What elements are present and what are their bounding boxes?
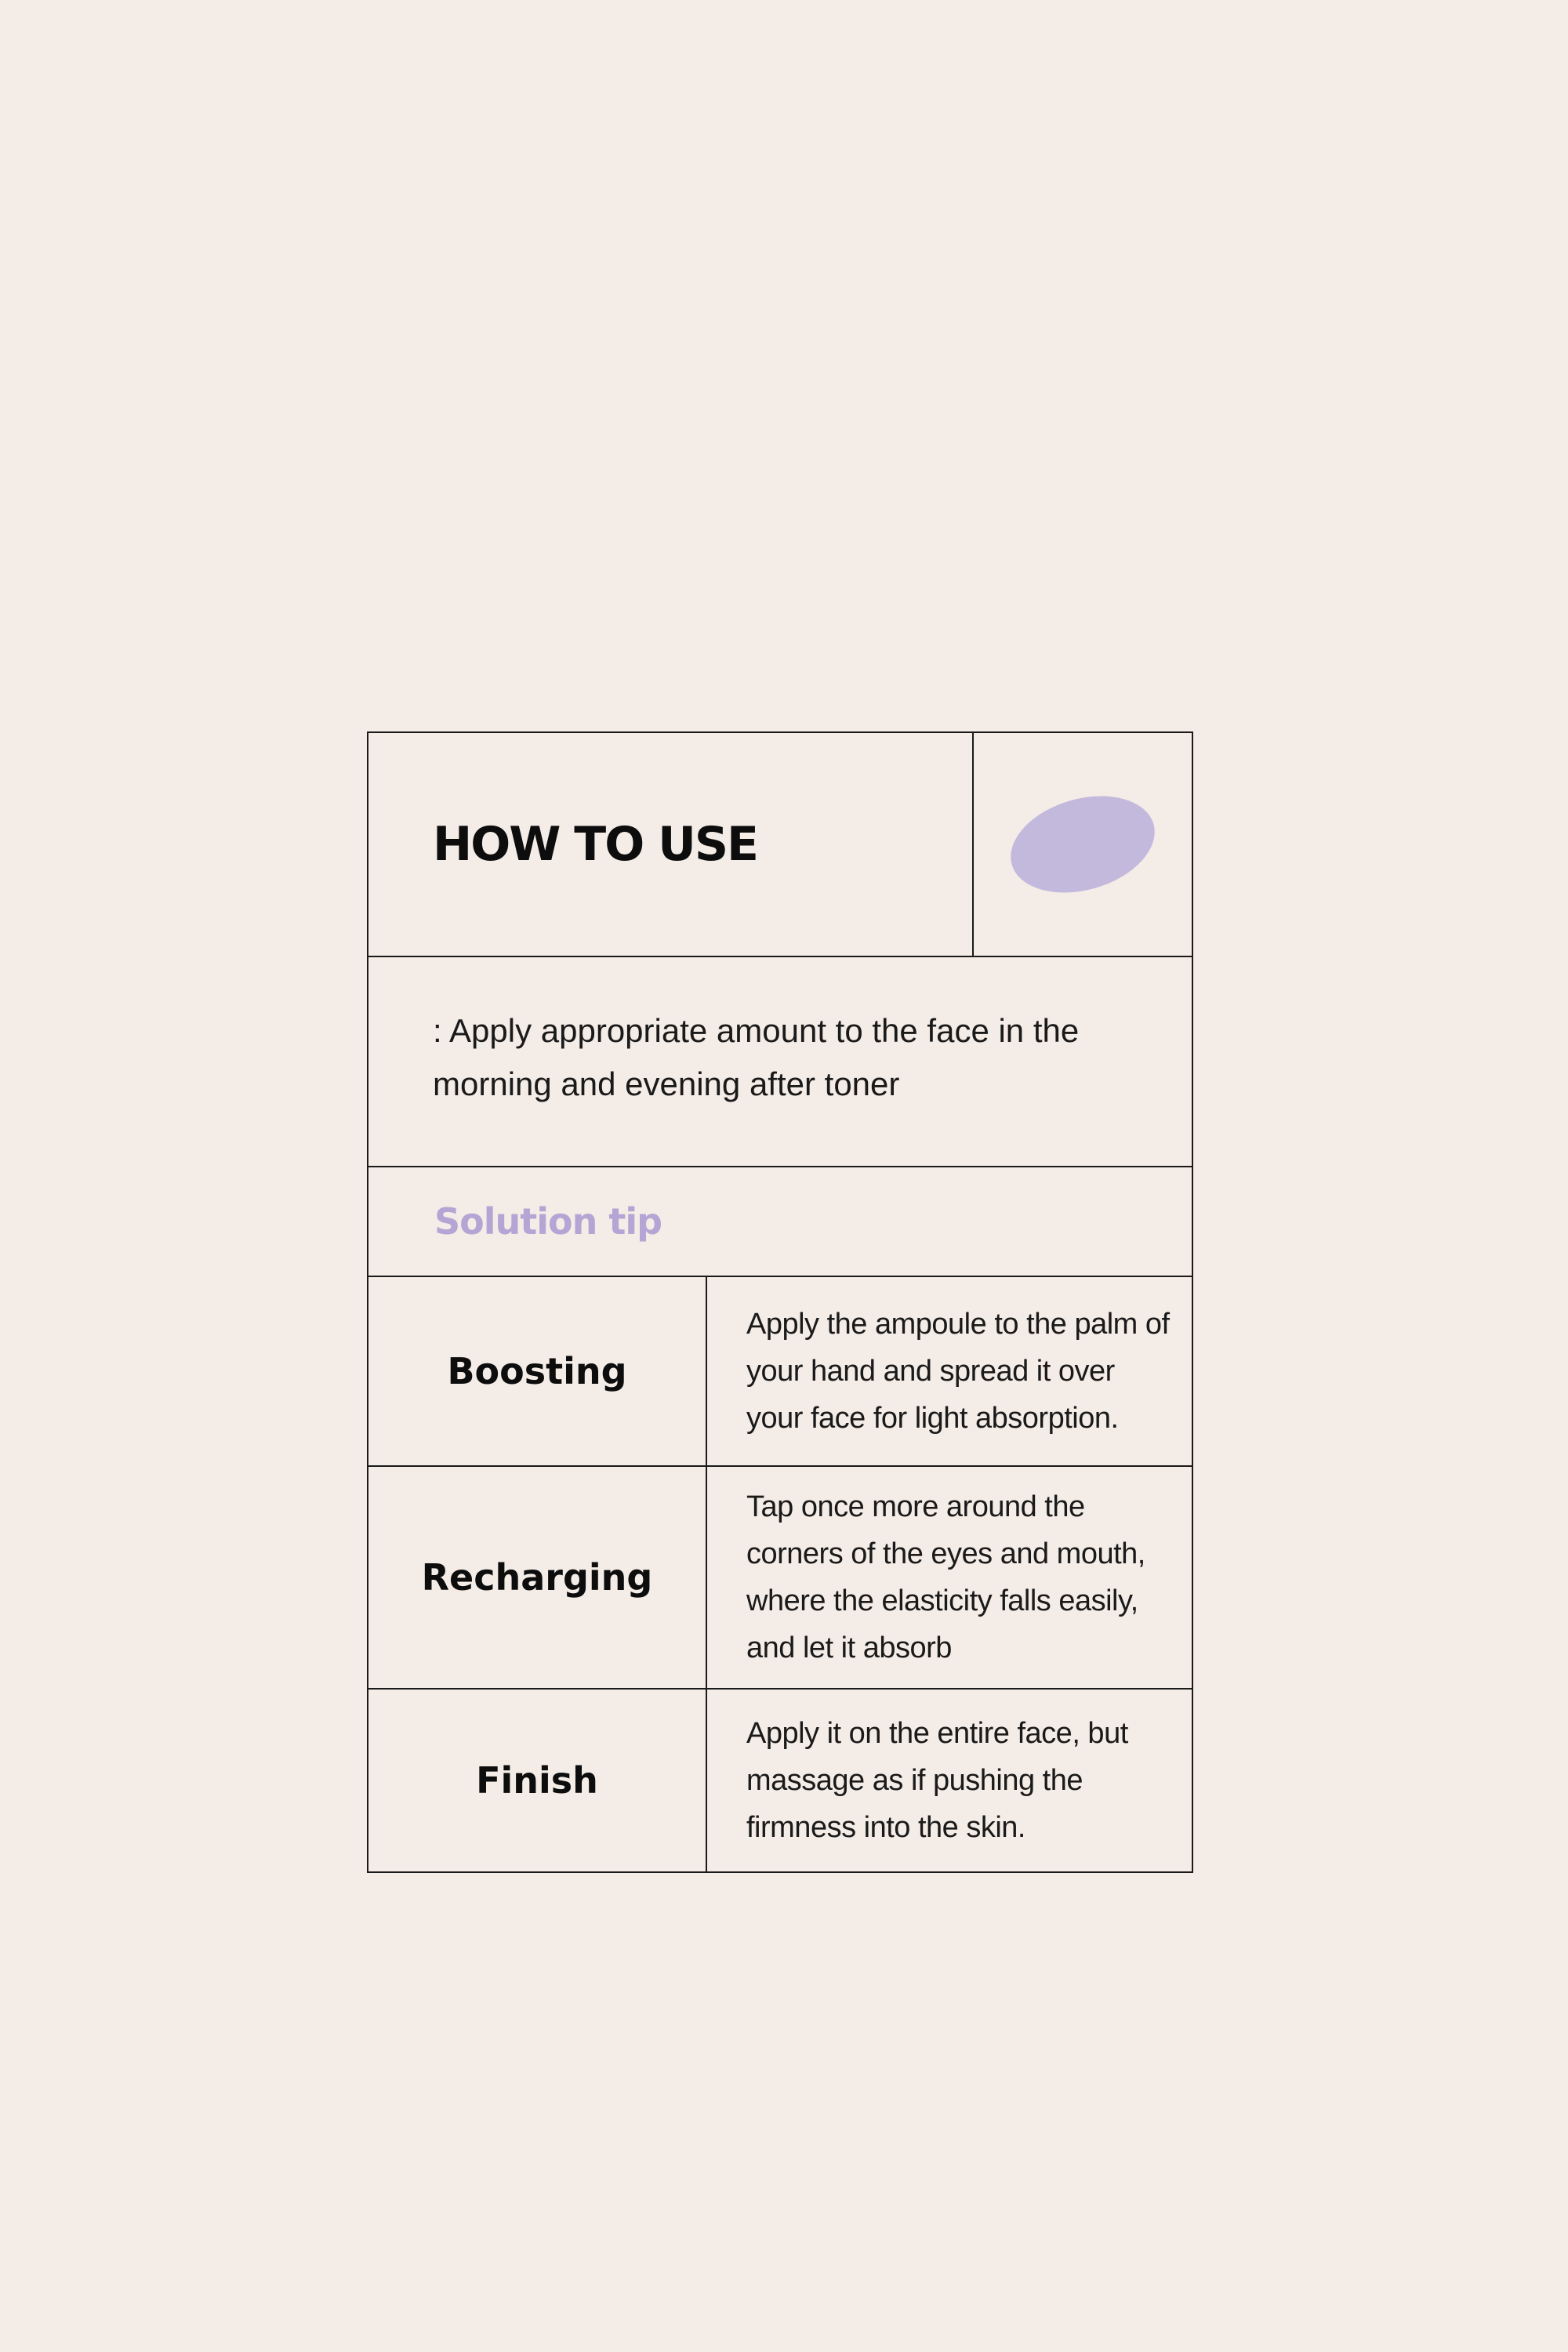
page-title: HOW TO USE	[433, 817, 758, 872]
step-description: Tap once more around the corners of the eyes and mouth, where the elasticity falls easily, and let it absorb	[746, 1490, 1145, 1664]
step-description: Apply it on the entire face, but massage as if pushing the firmness into the skin.	[746, 1717, 1128, 1844]
header-icon-cell	[974, 733, 1192, 956]
step-row-boosting	[368, 1277, 1192, 1467]
solution-tip-row	[368, 1167, 1192, 1277]
step-label: Recharging	[368, 1467, 707, 1688]
header-title-cell	[368, 733, 974, 956]
solution-tip-heading: Solution tip	[434, 1200, 662, 1243]
intro-text: : Apply appropriate amount to the face in the morning and evening after toner	[433, 1012, 1080, 1102]
how-to-use-card	[367, 731, 1193, 1873]
lavender-blob-icon	[1000, 780, 1167, 908]
step-row-recharging	[368, 1467, 1192, 1690]
step-label: Boosting	[368, 1277, 707, 1465]
header-row	[368, 733, 1192, 957]
step-label: Finish	[368, 1690, 707, 1871]
step-row-finish	[368, 1690, 1192, 1871]
intro-row	[368, 957, 1192, 1167]
step-description: Apply the ampoule to the palm of your hand and spread it over your face for light absorption.	[746, 1308, 1170, 1435]
